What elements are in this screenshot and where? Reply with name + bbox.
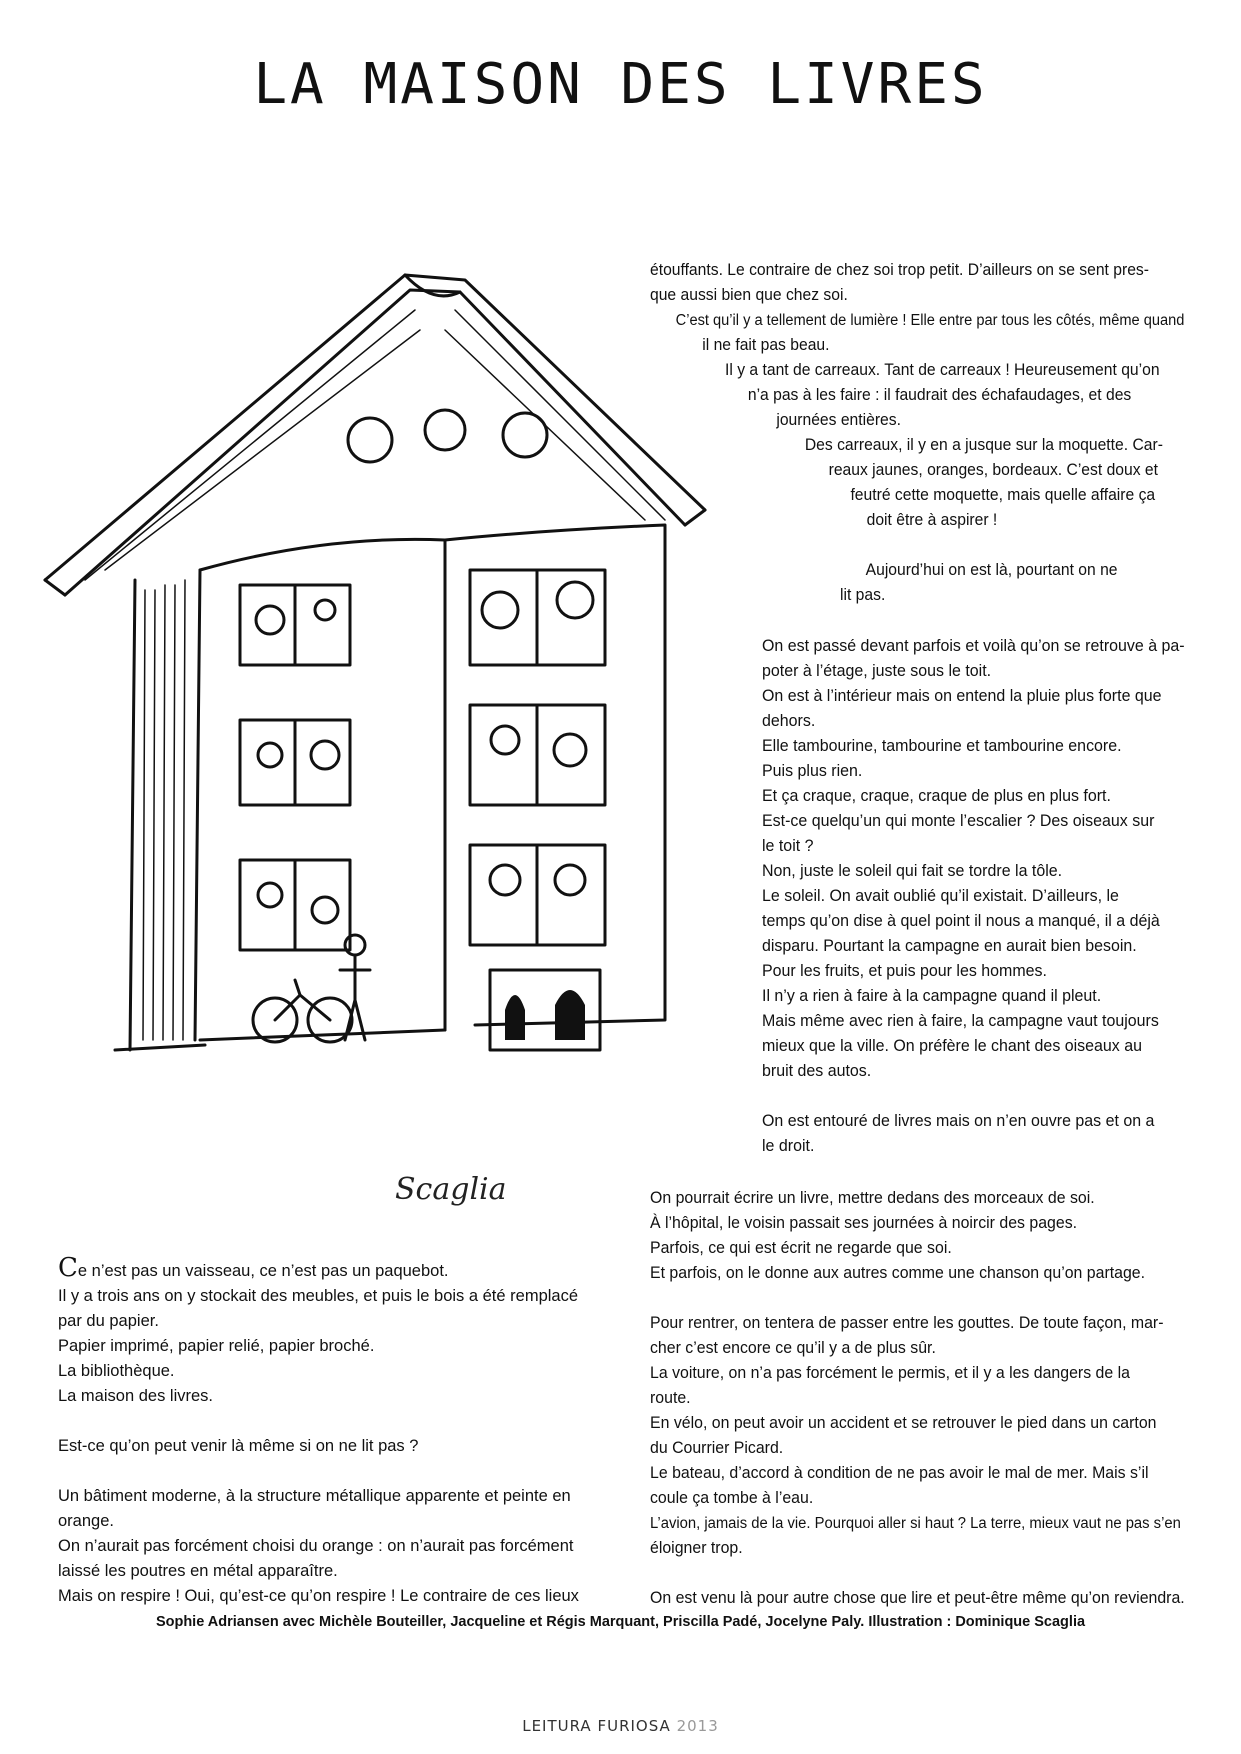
text-line: Papier imprimé, papier relié, papier broché. xyxy=(58,1337,375,1355)
text-line: Il n’y a rien à faire à la campagne quand il pleut. xyxy=(762,987,1102,1005)
text-line: On pourrait écrire un livre, mettre dedans des morceaux de soi. xyxy=(650,1189,1095,1207)
footer-label: LEITURA FURIOSA xyxy=(522,1717,671,1735)
text-line: Mais on respire ! Oui, qu’est-ce qu’on respire ! Le contraire de ces lieux xyxy=(58,1587,579,1605)
text-line: L’avion, jamais de la vie. Pourquoi aller si haut ? La terre, mieux vaut ne pas s’en xyxy=(650,1515,1181,1532)
text-line: La voiture, on n’a pas forcément le permis, et il y a les dangers de la xyxy=(650,1364,1130,1382)
text-line: À l’hôpital, le voisin passait ses journées à noircir des pages. xyxy=(650,1214,1078,1232)
text-line: Elle tambourine, tambourine et tambourine encore. xyxy=(762,737,1122,755)
text-line: Il y a trois ans on y stockait des meubles, et puis le bois a été remplacé xyxy=(58,1287,579,1305)
text-line: orange. xyxy=(58,1512,114,1530)
text-line xyxy=(58,1459,579,1484)
text-line: poter à l’étage, juste sous le toit. xyxy=(762,662,992,680)
text-line: temps qu’on dise à quel point il nous a manqué, il a déjà xyxy=(762,912,1160,930)
text-block-right-top xyxy=(650,258,1184,608)
text-line: dehors. xyxy=(762,712,816,730)
text-line xyxy=(650,1286,1185,1311)
text-line: Est-ce qu’on peut venir là même si on ne lit pas ? xyxy=(58,1437,419,1455)
text-line: C’est qu’il y a tellement de lumière ! Elle entre par tous les côtés, même quand xyxy=(675,312,1185,329)
text-line xyxy=(650,1561,1185,1586)
text-line: On est à l’intérieur mais on entend la pluie plus forte que xyxy=(762,687,1162,705)
text-line: étouffants. Le contraire de chez soi trop petit. D’ailleurs on se sent pres- xyxy=(650,261,1149,279)
text-line: Puis plus rien. xyxy=(762,762,863,780)
text-line: doit être à aspirer ! xyxy=(866,511,998,529)
text-line: Pour rentrer, on tentera de passer entre les gouttes. De toute façon, mar- xyxy=(650,1314,1164,1332)
text-line: laissé les poutres en métal apparaître. xyxy=(58,1562,338,1580)
text-line: Pour les fruits, et puis pour les hommes. xyxy=(762,962,1047,980)
text-line: On est passé devant parfois et voilà qu’on se retrouve à pa- xyxy=(762,637,1185,655)
credits: Sophie Adriansen avec Michèle Bouteiller, Jacqueline et Régis Marquant, Priscilla Padé, Jocelyne Paly. Illustration : Dominique Scaglia xyxy=(155,1614,1086,1630)
text-block-right-middle xyxy=(762,634,1185,1159)
text-line: Un bâtiment moderne, à la structure métallique apparente et peinte en xyxy=(58,1487,571,1505)
text-line: coule ça tombe à l’eau. xyxy=(650,1489,814,1507)
text-line: n’a pas à les faire : il faudrait des échafaudages, et des xyxy=(747,386,1132,404)
text-line: La bibliothèque. xyxy=(58,1362,175,1380)
text-line: par du papier. xyxy=(58,1312,159,1330)
text-line: On est entouré de livres mais on n’en ouvre pas et on a xyxy=(762,1112,1155,1130)
text-line: cher c’est encore ce qu’il y a de plus sûr. xyxy=(650,1339,936,1357)
text-line: du Courrier Picard. xyxy=(650,1439,784,1457)
text-fragment: e n’est pas un vaisseau, ce n’est pas un paquebot. xyxy=(77,1262,449,1280)
text-line: Est-ce quelqu’un qui monte l’escalier ? Des oiseaux sur xyxy=(762,812,1155,830)
page-title: LA MAISON DES LIVRES xyxy=(253,52,988,117)
text-line: Parfois, ce qui est écrit ne regarde que soi. xyxy=(650,1239,952,1257)
text-line: La maison des livres. xyxy=(58,1387,213,1405)
text-line: journées entières. xyxy=(776,411,901,429)
text-line: il ne fait pas beau. xyxy=(702,336,830,354)
text-block-right-bottom xyxy=(650,1186,1185,1611)
text-line: mieux que la ville. On préfère le chant des oiseaux au xyxy=(762,1037,1143,1055)
text-line: lit pas. xyxy=(840,586,886,604)
text-line: éloigner trop. xyxy=(650,1539,743,1557)
text-line: le droit. xyxy=(762,1137,815,1155)
text-line: feutré cette moquette, mais quelle affaire ça xyxy=(850,486,1156,504)
text-line: reaux jaunes, oranges, bordeaux. C’est doux et xyxy=(828,461,1158,479)
text-line: Des carreaux, il y en a jusque sur la moquette. Car- xyxy=(804,436,1163,454)
text-line: Aujourd’hui on est là, pourtant on ne xyxy=(865,561,1118,579)
text-line: Non, juste le soleil qui fait se tordre la tôle. xyxy=(762,862,1063,880)
text-line: Le bateau, d’accord à condition de ne pas avoir le mal de mer. Mais s’il xyxy=(650,1464,1149,1482)
text-line: Mais même avec rien à faire, la campagne vaut toujours xyxy=(762,1012,1159,1030)
text-line: Le soleil. On avait oublié qu’il existait. D’ailleurs, le xyxy=(762,887,1119,905)
text-line: On n’aurait pas forcément choisi du orange : on n’aurait pas forcément xyxy=(58,1537,574,1555)
text-line: bruit des autos. xyxy=(762,1062,872,1080)
text-line: Et parfois, on le donne aux autres comme une chanson qu’on partage. xyxy=(650,1264,1146,1282)
text-line: On est venu là pour autre chose que lire et peut-être même qu’on reviendra. xyxy=(650,1589,1185,1607)
text-line: que aussi bien que chez soi. xyxy=(650,286,848,304)
footer-year: 2013 xyxy=(676,1717,719,1735)
text-line: Et ça craque, craque, craque de plus en plus fort. xyxy=(762,787,1111,805)
text-line-first xyxy=(58,1253,579,1284)
house-illustration xyxy=(25,250,745,1170)
drop-cap: C xyxy=(58,1253,78,1283)
text-block-left-bottom xyxy=(58,1253,579,1609)
text-line: le toit ? xyxy=(762,837,814,855)
text-line: Il y a tant de carreaux. Tant de carreaux ! Heureusement qu’on xyxy=(725,361,1160,379)
footer xyxy=(0,1717,1241,1735)
text-line: En vélo, on peut avoir un accident et se retrouver le pied dans un carton xyxy=(650,1414,1157,1432)
illustrator-signature: Scaglia xyxy=(395,1172,507,1207)
text-line xyxy=(58,1409,579,1434)
text-line: disparu. Pourtant la campagne en aurait bien besoin. xyxy=(762,937,1137,955)
text-line: route. xyxy=(650,1389,691,1407)
